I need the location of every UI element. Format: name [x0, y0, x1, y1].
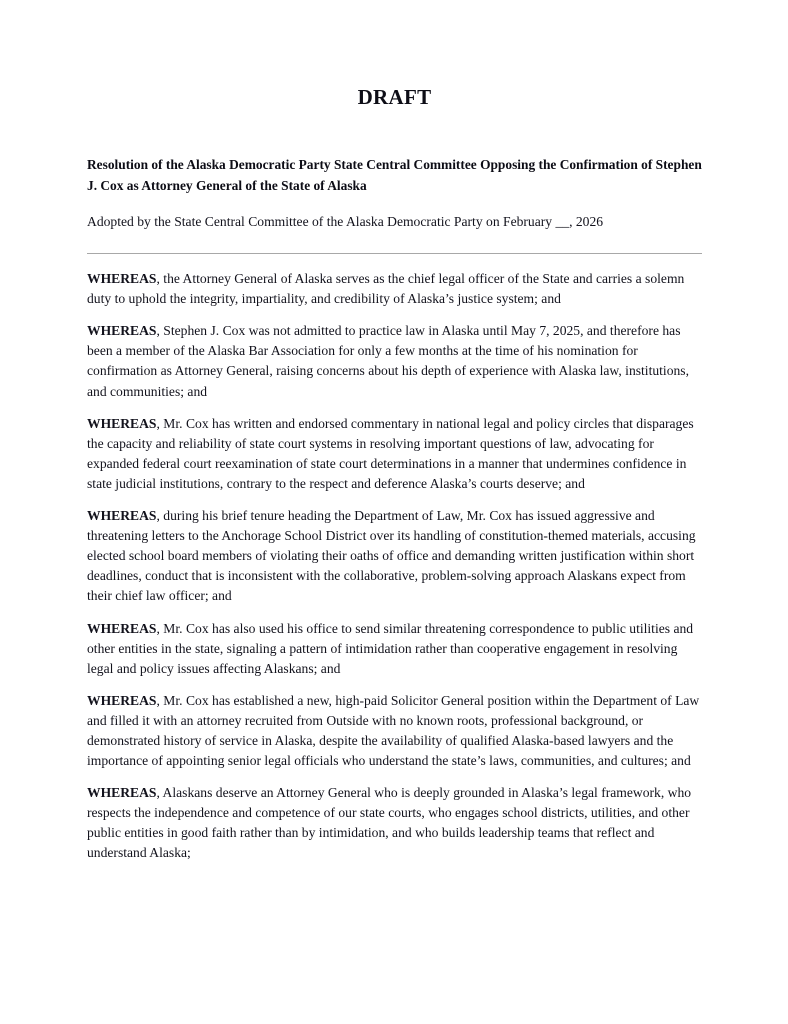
clause-lead-label: WHEREAS — [87, 620, 157, 636]
clause-body-text: , Mr. Cox has written and endorsed commentary in national legal and policy circles that disparages the capacity and reliability of state court systems in resolving important questions of law, advocating for expanded federal court reexamination of state court determinations in a manner that undermines confidence in state judicial institutions, contrary to the respect and deference Alaska’s courts deserve; and — [87, 415, 694, 491]
whereas-clause-list — [87, 254, 702, 863]
whereas-clause — [87, 783, 702, 863]
clause-lead-label: WHEREAS — [87, 271, 157, 287]
clause-lead-label: WHEREAS — [87, 415, 157, 431]
clause-lead-label: WHEREAS — [87, 323, 157, 339]
whereas-clause — [87, 619, 702, 679]
whereas-clause — [87, 414, 702, 494]
clause-lead-label: WHEREAS — [87, 785, 157, 801]
clause-lead-label: WHEREAS — [87, 692, 157, 708]
clause-body-text: , the Attorney General of Alaska serves as the chief legal officer of the State and carries a solemn duty to uphold the integrity, impartiality, and credibility of Alaska’s justice system; and — [87, 271, 685, 307]
whereas-clause — [87, 506, 702, 606]
clause-body-text: , Mr. Cox has also used his office to send similar threatening correspondence to public utilities and other entities in the state, signaling a pattern of intimidation rather than cooperative engagement in resolving legal and policy issues affecting Alaskans; and — [87, 620, 694, 676]
clause-lead-label: WHEREAS — [87, 508, 157, 524]
document-content — [87, 0, 702, 864]
whereas-clause — [87, 321, 702, 401]
whereas-clause — [87, 269, 702, 309]
clause-body-text: , Mr. Cox has established a new, high-paid Solicitor General position within the Department of Law and filled it with an attorney recruited from Outside with no known roots, professional background, or demonstrated history of service in Alaska, despite the availability of qualified Alaska-based lawyers and the importance of appointing senior legal officials who understand the state’s laws, communities, and cultures; and — [87, 692, 700, 769]
draft-watermark-title: DRAFT — [357, 85, 432, 109]
whereas-clause — [87, 691, 702, 771]
clause-body-text: , during his brief tenure heading the Department of Law, Mr. Cox has issued aggressive and threatening letters to the Anchorage School District over its handling of constitution-themed materials, accusing elected school board members of violating their oaths of office and demanding written justification within short deadlines, conduct that is inconsistent with the collaborative, problem-solving approach Alaskans expect from their chief law officer; and — [87, 508, 696, 604]
resolution-heading: Resolution of the Alaska Democratic Party State Central Committee Opposing the Confirmation of Stephen J. Cox as Attorney General of the State of Alaska — [87, 157, 702, 193]
adoption-statement: Adopted by the State Central Committee of the Alaska Democratic Party on February __, 2026 — [87, 214, 604, 230]
clause-body-text: , Alaskans deserve an Attorney General who is deeply grounded in Alaska’s legal framework, who respects the independence and competence of our state courts, who engages school districts, utilities, and other public entities in good faith rather than by intimidation, and who builds leadership teams that reflect and understand Alaska; — [87, 785, 692, 861]
clause-body-text: , Stephen J. Cox was not admitted to practice law in Alaska until May 7, 2025, and therefore has been a member of the Alaska Bar Association for only a few months at the time of his nomination for confirmation as Attorney General, raising concerns about his depth of experience with Alaska law, institutions, and communities; and — [87, 323, 689, 399]
